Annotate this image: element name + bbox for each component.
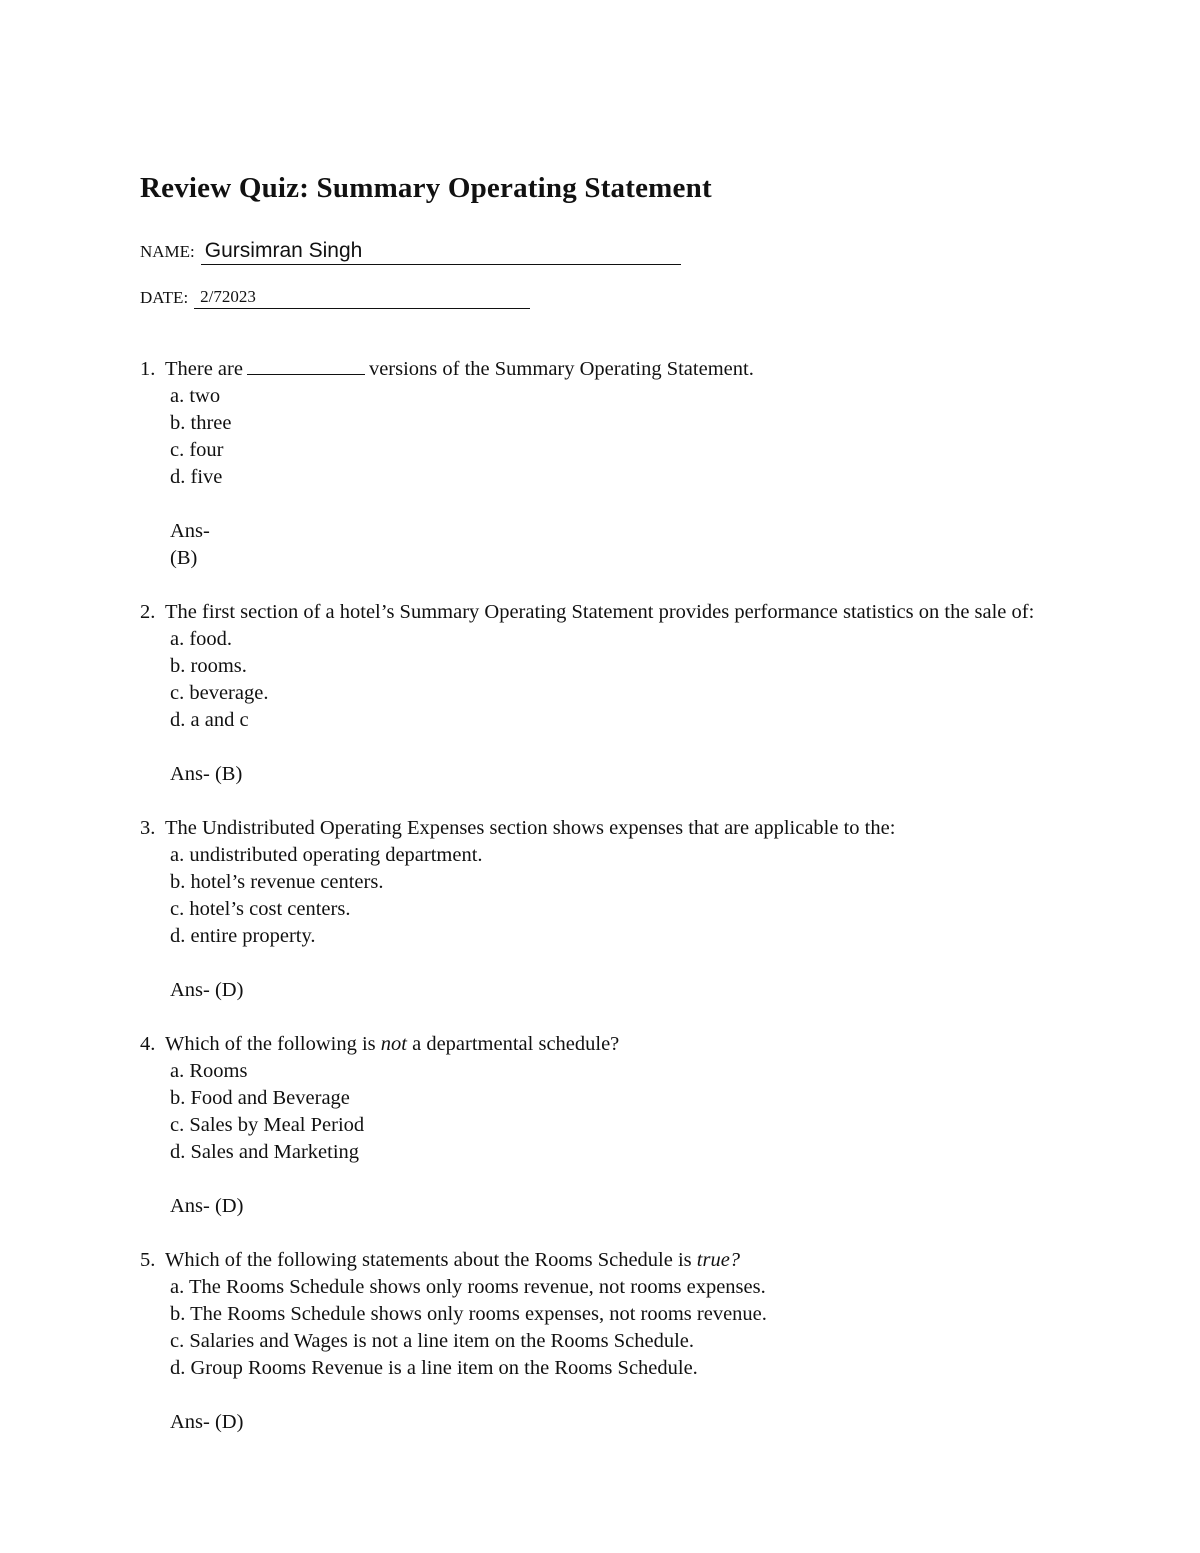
option-list	[170, 842, 1090, 950]
option-c: c. four	[170, 439, 224, 461]
option-a: a. Rooms	[170, 1060, 248, 1082]
question-text-before: Which of the following is	[165, 1033, 376, 1055]
date-value: 2/72023	[194, 286, 530, 309]
option-b: b. rooms.	[170, 655, 247, 677]
question-text: The Undistributed Operating Expenses section shows expenses that are applicable to the:	[165, 817, 896, 839]
option-c: c. Sales by Meal Period	[170, 1114, 365, 1136]
question-text: The first section of a hotel’s Summary Operating Statement provides performance statistics on the sale of:	[165, 601, 1035, 623]
question-text	[165, 1031, 1090, 1058]
option-a: a. The Rooms Schedule shows only rooms revenue, not rooms expenses.	[170, 1276, 766, 1298]
question-stem	[140, 599, 1090, 626]
question-text-emphasis: not	[380, 1033, 407, 1055]
question-text-before: Which of the following statements about the Rooms Schedule is	[165, 1249, 692, 1271]
option-list	[170, 626, 1090, 734]
name-value: Gursimran Singh	[201, 238, 681, 265]
option-b: b. The Rooms Schedule shows only rooms expenses, not rooms revenue.	[170, 1303, 767, 1325]
question-number: 4.	[140, 1033, 156, 1055]
option-list	[170, 1058, 1090, 1166]
question-text-after: versions of the Summary Operating Statement.	[368, 358, 754, 380]
question-number: 3.	[140, 817, 156, 839]
answer: Ans- (D)	[170, 1411, 244, 1433]
question-5	[140, 1247, 1090, 1436]
question-stem	[140, 815, 1090, 842]
option-a: a. two	[170, 385, 221, 407]
option-list	[170, 383, 1090, 491]
name-field	[140, 238, 681, 263]
option-d: d. entire property.	[170, 925, 316, 947]
question-number: 1.	[140, 358, 156, 380]
answer: Ans- (B)	[170, 763, 243, 785]
answer-label: Ans-	[170, 520, 210, 542]
option-d: d. five	[170, 466, 223, 488]
question-4	[140, 1031, 1090, 1220]
option-b: b. Food and Beverage	[170, 1087, 350, 1109]
option-d: d. Sales and Marketing	[170, 1141, 360, 1163]
question-text	[165, 356, 1090, 383]
question-stem	[140, 1247, 1090, 1274]
option-a: a. undistributed operating department.	[170, 844, 483, 866]
option-c: c. Salaries and Wages is not a line item on the Rooms Schedule.	[170, 1330, 695, 1352]
question-text-emphasis: true?	[696, 1249, 741, 1271]
question-list	[140, 356, 1090, 1436]
question-stem	[140, 1031, 1090, 1058]
option-list	[170, 1274, 1090, 1382]
option-d: d. Group Rooms Revenue is a line item on the Rooms Schedule.	[170, 1357, 698, 1379]
question-number: 2.	[140, 601, 156, 623]
question-text-after: a departmental schedule?	[412, 1033, 620, 1055]
answer: Ans- (D)	[170, 979, 244, 1001]
name-label: NAME:	[140, 242, 195, 261]
question-text-before: There are	[165, 358, 243, 380]
fill-in-blank	[247, 356, 365, 375]
option-c: c. beverage.	[170, 682, 269, 704]
option-b: b. three	[170, 412, 232, 434]
question-stem	[140, 356, 1090, 383]
answer: Ans- (D)	[170, 1195, 244, 1217]
date-label: DATE:	[140, 288, 189, 307]
question-text	[165, 1247, 1090, 1274]
page-title: Review Quiz: Summary Operating Statement	[140, 172, 712, 204]
option-c: c. hotel’s cost centers.	[170, 898, 351, 920]
answer-value: (B)	[170, 547, 198, 569]
question-3	[140, 815, 1090, 1004]
question-2	[140, 599, 1090, 788]
question-1	[140, 356, 1090, 572]
answer	[170, 518, 1090, 572]
question-number: 5.	[140, 1249, 156, 1271]
option-a: a. food.	[170, 628, 233, 650]
date-field	[140, 286, 530, 309]
option-d: d. a and c	[170, 709, 249, 731]
option-b: b. hotel’s revenue centers.	[170, 871, 384, 893]
